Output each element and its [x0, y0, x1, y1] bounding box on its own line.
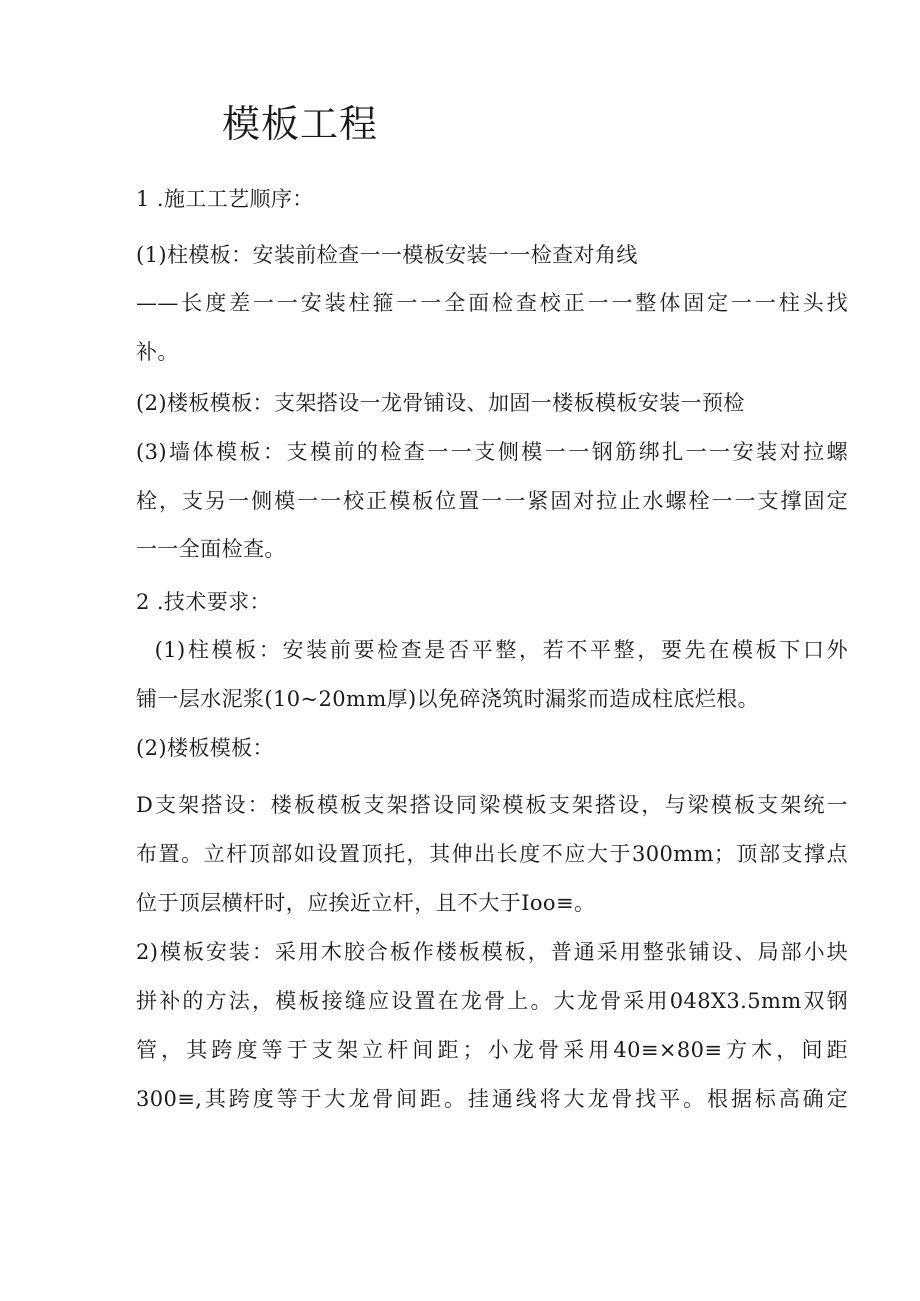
paragraph-line: 拼补的方法，模板接缝应设置在龙骨上。大龙骨采用048X3.5mm双钢 — [136, 989, 848, 1013]
paragraph-line: 2)模板安装：采用木胶合板作楼板模板，普通采用整张铺设、局部小块 — [136, 940, 848, 964]
paragraph-line: D支架搭设：楼板模板支架搭设同梁模板支架搭设，与梁模板支架统一 — [136, 793, 848, 817]
paragraph-line: (2)楼板模板：支架搭设一龙骨铺设、加固一楼板模板安装一预检 — [136, 391, 745, 415]
paragraph-line: 补。 — [136, 340, 179, 364]
paragraph-line: 铺一层水泥浆(10~20mm厚)以免碎浇筑时漏浆而造成柱底烂根。 — [136, 687, 760, 711]
paragraph-line: (1)柱模板：安装前检查一一模板安装一一检查对角线 — [136, 243, 638, 267]
page-title: 模板工程 — [222, 102, 379, 146]
section-heading-1: 1 .施工工艺顺序： — [136, 187, 314, 211]
paragraph-line: 布置。立杆顶部如设置顶托，其伸出长度不应大于300mm；顶部支撑点 — [136, 842, 848, 866]
paragraph-line: 管，其跨度等于支架立杆间距；小龙骨采用40≡×80≡方木，间距 — [136, 1038, 848, 1062]
paragraph-line: (2)楼板模板： — [136, 736, 274, 760]
paragraph-line: 位于顶层横杆时，应挨近立杆，且不大于Ioo≡。 — [136, 891, 596, 915]
paragraph-line: 栓，支另一侧模一一校正模板位置一一紧固对拉止水螺栓一一支撑固定 — [136, 489, 848, 513]
paragraph-line: 一一全面检查。 — [136, 537, 286, 561]
paragraph-line: 300≡,其跨度等于大龙骨间距。挂通线将大龙骨找平。根据标高确定 — [136, 1087, 848, 1111]
paragraph-line: (1)柱模板：安装前要检查是否平整，若不平整，要先在模板下口外 — [136, 638, 848, 662]
paragraph-line: (3)墙体模板：支模前的检查一一支侧模一一钢筋绑扎一一安装对拉螺 — [136, 440, 848, 464]
paragraph-line: ——长度差一一安装柱箍一一全面检查校正一一整体固定一一柱头找 — [136, 291, 848, 315]
section-heading-2: 2 .技术要求： — [136, 590, 271, 614]
